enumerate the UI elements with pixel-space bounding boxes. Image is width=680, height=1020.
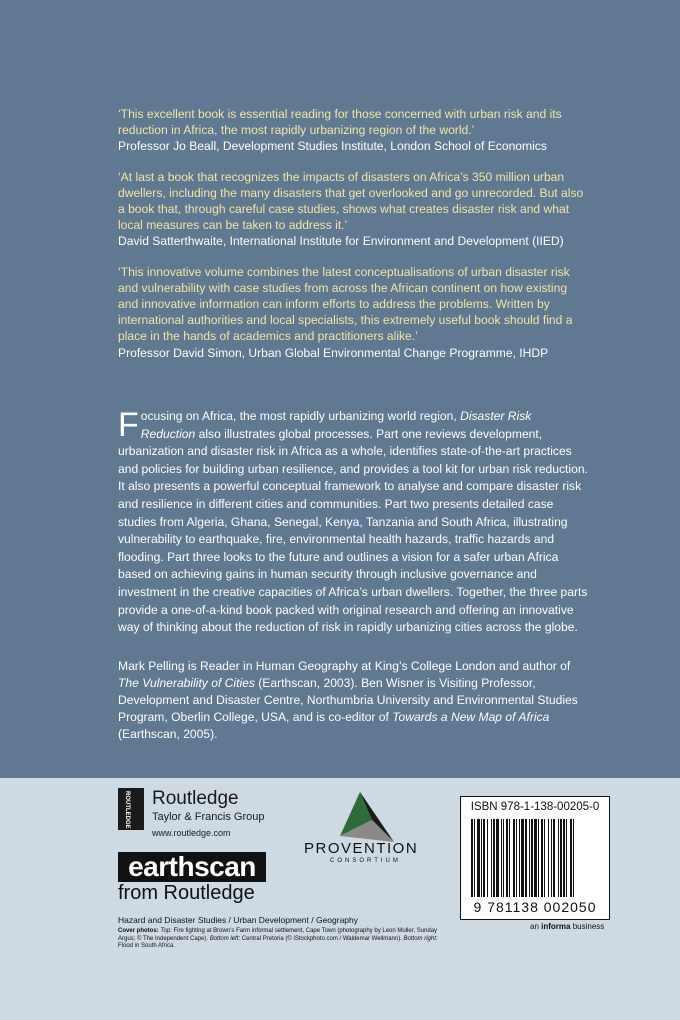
barcode-bar	[516, 819, 517, 897]
isbn-label: ISBN 978-1-138-00205-0	[470, 801, 600, 813]
barcode-bar	[560, 819, 562, 897]
description-lead: ocusing on Africa, the most rapidly urbanizing world region,	[140, 409, 461, 423]
barcode-bar	[496, 819, 499, 897]
endorsement-quote	[118, 169, 588, 250]
subject-series: Hazard and Disaster Studies / Urban Development / Geography	[118, 915, 359, 925]
earthscan-from-routledge: from Routledge	[118, 882, 255, 904]
endorsements	[118, 106, 588, 375]
barcode-bar	[529, 819, 530, 897]
taylor-francis-group: Taylor & Francis Group	[152, 811, 265, 823]
barcode-bar	[525, 819, 527, 897]
informa-suffix: business	[570, 922, 605, 931]
book-title: Disaster Risk Reduction	[140, 409, 532, 441]
barcode-bar	[570, 819, 572, 897]
barcode-bar	[483, 819, 485, 897]
quote-text: ‘This excellent book is essential reading for those concerned with urban risk and its reduction in Africa, the most rapidly urbanizing region of the world.’	[118, 107, 562, 138]
barcode-bar	[553, 819, 555, 897]
bio-book-title: The Vulnerability of Cities	[118, 676, 255, 690]
quote-text: ‘This innovative volume combines the latest conceptualisations of urban disaster risk and vulnerability with case studies from across the African continent on how existing and innovative information can inform efforts to address the problems. Written by international authorities and local specialists, this extremely useful book should find a place in the hands of academics and practitioners alike.’	[118, 264, 573, 344]
bio-text: (Earthscan, 2005).	[118, 727, 218, 741]
quote-attribution: David Satterthwaite, International Institute for Environment and Development (IIED)	[118, 234, 564, 249]
barcode-bar	[491, 819, 492, 897]
provention-name: PROVENTION	[304, 840, 419, 857]
barcode-bar	[541, 819, 543, 897]
author-bio	[118, 658, 588, 743]
informa-business	[530, 922, 604, 931]
routledge-url[interactable]: www.routledge.com	[152, 828, 231, 838]
credits-bottom-left-text: Central Pretoria (© iStockphoto.com / Waldemar Wellmann).	[240, 935, 404, 942]
barcode-bar	[534, 819, 537, 897]
informa-brand: informa	[541, 922, 571, 931]
barcode-bar	[551, 819, 552, 897]
quote-attribution: Professor David Simon, Urban Global Environmental Change Programme, IHDP	[118, 345, 549, 360]
barcode-bar	[471, 819, 473, 897]
isbn-barcode-box	[460, 796, 610, 920]
barcode-bar	[544, 819, 545, 897]
quote-text: ‘At last a book that recognizes the impacts of disasters on Africa’s 350 million urban dwellers, including the many disasters that get overlooked and go unrecorded. But also a book that, through careful case studies, shows what creates disaster risk and what local measures can be taken to address it.’	[118, 169, 584, 233]
bio-text: Mark Pelling is Reader in Human Geography at King’s College London and author of	[118, 659, 571, 673]
barcode-bar	[513, 819, 515, 897]
barcode-bar	[558, 819, 559, 897]
endorsement-quote	[118, 106, 588, 155]
credits-bottom-left-label: Bottom left:	[209, 935, 241, 942]
credits-top-label: Top:	[160, 928, 172, 934]
routledge-name: Routledge	[152, 788, 239, 809]
quote-attribution: Professor Jo Beall, Development Studies Institute, London School of Economics	[118, 139, 547, 154]
bio-book-title: Towards a New Map of Africa	[392, 710, 550, 724]
barcode-bar	[503, 819, 504, 897]
barcode-bar	[487, 819, 488, 897]
publisher-band	[0, 778, 680, 1020]
barcode-bar	[506, 819, 508, 897]
barcode-bar	[501, 819, 502, 897]
book-description	[118, 408, 588, 637]
credits-label: Cover photos:	[118, 928, 159, 934]
routledge-logo-text: ROUTLEDGE	[124, 791, 130, 829]
earthscan-logo: earthscan	[118, 852, 266, 882]
endorsement-quote	[118, 264, 588, 361]
bio-text: (Earthscan, 2003). Ben Wisner is Visiting Professor, Development and Disaster Centre, Northumbria University and Environmental Studies Program, Oberlin College, USA, and is co-editor of	[118, 676, 578, 724]
barcode-bar	[563, 819, 565, 897]
credits-bottom-right-text: Flood in South Africa.	[118, 943, 176, 950]
barcode-bar	[509, 819, 510, 897]
cover-photo-credits	[118, 928, 448, 951]
barcode-bar	[538, 819, 539, 897]
barcode-bar	[548, 819, 549, 897]
barcode-bar	[477, 819, 480, 897]
barcode-number: 9 781138 002050	[473, 899, 597, 915]
barcode-bar	[474, 819, 475, 897]
barcode-bar	[521, 819, 524, 897]
credits-top-text: Fire fighting at Brown’s Farm informal settlement, Cape Town (photography by Leon Muller, Sunday Argus; © The Independent Cape).	[118, 928, 438, 942]
provention-consortium: CONSORTIUM	[330, 858, 401, 864]
drop-cap: F	[118, 406, 139, 444]
barcode-bar	[566, 819, 567, 897]
barcode-bar	[481, 819, 482, 897]
informa-prefix: an	[530, 922, 542, 931]
barcode-bar	[519, 819, 520, 897]
credits-bottom-right-label: Bottom right:	[403, 935, 438, 942]
provention-triangle-icon	[336, 790, 396, 846]
barcode-bar	[493, 819, 495, 897]
barcode-bar	[531, 819, 533, 897]
barcode-bar	[573, 819, 574, 897]
routledge-logo-icon	[118, 788, 144, 830]
description-body: also illustrates global processes. Part one reviews development, urbanization and disaster risk in Africa as a whole, identifies state-of-the-art practices and policies for building urban resilience, and provides a tool kit for urban risk reduction. It also presents a powerful conceptual framework to analyse and compare disaster risk and resilience in different cities and communities. Part two presents detailed case studies from Algeria, Ghana, Senegal, Kenya, Tanzania and South Africa, illustrating vulnerability to earthquake, fire, environmental health hazards, traffic hazards and flooding. Part three looks to the future and outlines a vision for a safer urban Africa based on achieving gains in human security through inclusive governance and investment in the creative capacities of Africa’s urban dwellers. Together, the three parts provide a one-of-a-kind book packed with original research and offering an innovative way of thinking about the reduction of risk in rapidly urbanizing cities across the globe.	[118, 426, 588, 635]
barcode-icon	[469, 819, 601, 897]
